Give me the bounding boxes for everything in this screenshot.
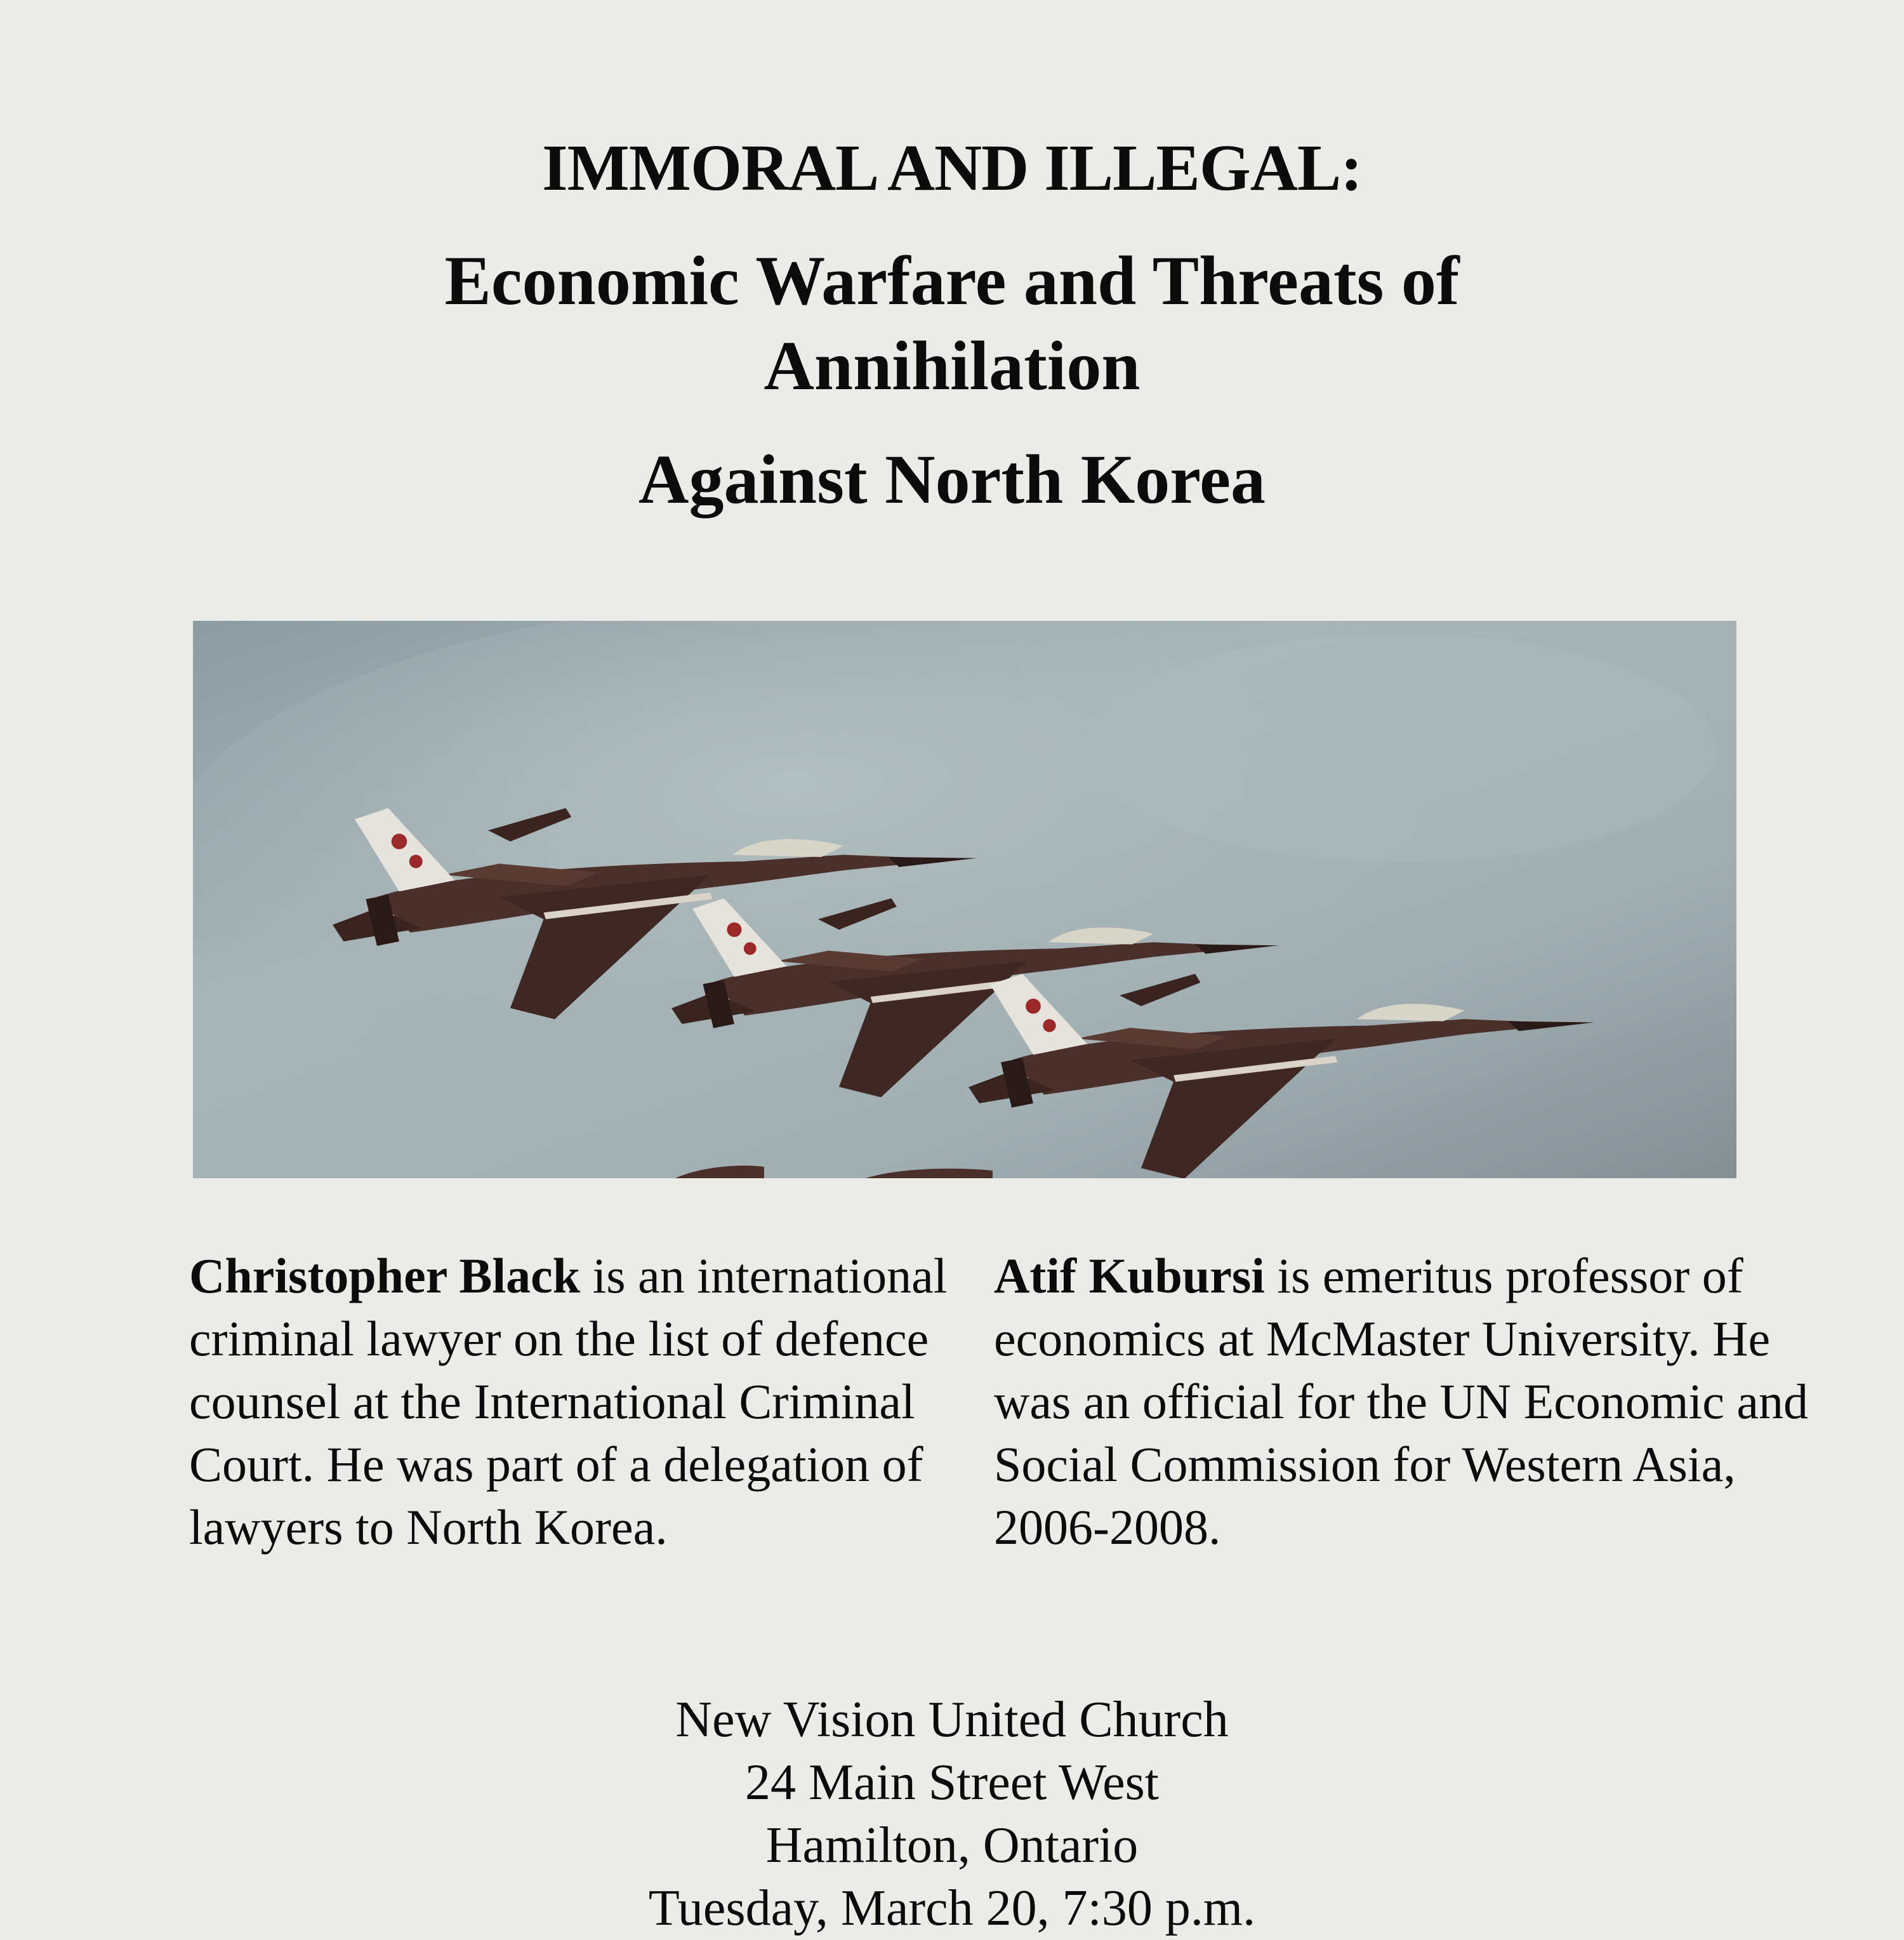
event-venue (0, 1689, 1904, 1940)
venue-name: New Vision United Church (675, 1692, 1229, 1748)
fighter-jets-icon (193, 621, 1736, 1178)
speaker-bio-atif-kubursi (994, 1244, 1819, 1558)
speaker-description: is emeritus professor of economics at McMaster University. He was an official for the UN Economic and Social Commission for Western Asia, 2006-2008. (994, 1248, 1808, 1555)
venue-street: 24 Main Street West (745, 1755, 1159, 1810)
speaker-name: Atif Kubursi (994, 1248, 1265, 1303)
title-line-1: IMMORAL AND ILLEGAL: (542, 131, 1362, 204)
title-line-2b: Annihilation (764, 327, 1140, 404)
title-line-3: Against North Korea (638, 441, 1266, 518)
speaker-bio-christopher-black (189, 1244, 957, 1558)
title-line-2a: Economic Warfare and Threats of (444, 242, 1460, 319)
fighter-jets-photo (193, 621, 1736, 1178)
speaker-name: Christopher Black (189, 1248, 581, 1303)
venue-city: Hamilton, Ontario (765, 1817, 1139, 1873)
event-datetime: Tuesday, March 20, 7:30 p.m. (648, 1880, 1256, 1936)
speaker-description: is an international criminal lawyer on the list of defence counsel at the International Criminal Court. He was part of a delegation of lawyers to North Korea. (189, 1248, 948, 1555)
title-line-2 (0, 238, 1904, 408)
